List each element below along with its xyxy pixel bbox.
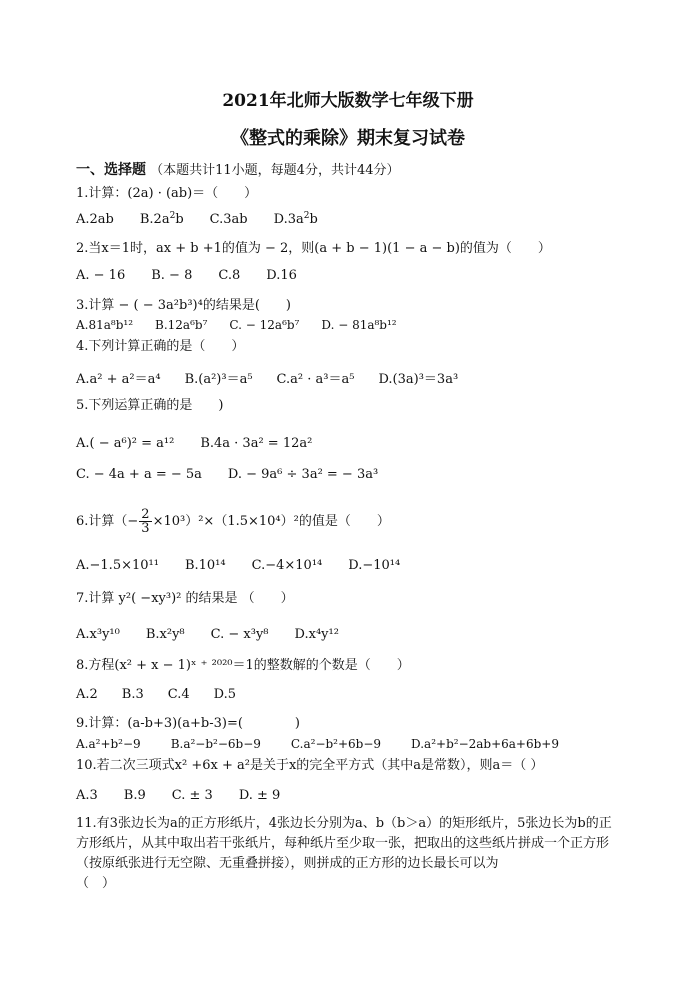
section-label: 一、选择题 — [76, 162, 146, 178]
question-1 — [76, 185, 257, 203]
q1-option-c: C.3ab — [209, 212, 248, 227]
q5-options-row-2 — [76, 467, 404, 482]
q1-option-b-text: B.2a — [139, 212, 170, 227]
q7-option-a: A.x³y¹⁰ — [76, 627, 120, 642]
q7-option-c: C. − x³y⁸ — [210, 627, 269, 642]
q1-number: 1. — [76, 186, 89, 201]
q1-option-b: $B.2a^2b$ — [139, 211, 184, 227]
q8-options — [76, 687, 262, 702]
question-5: 5.下列运算正确的是 ) — [76, 398, 224, 413]
q7-options — [76, 627, 365, 642]
question-10: 10.若二次三项式x² +6x + a²是关于x的完全平方式（其中a是常数），则a＝（ ） — [76, 758, 544, 773]
q6-suffix: ×10³）²×（1.5×10⁴）²的值是（ ） — [152, 514, 390, 529]
q6-option-b: B.10¹⁴ — [184, 558, 226, 573]
q11-tail: （ ） — [76, 876, 116, 891]
q5-option-b: B.4a · 3a² = 12a² — [200, 436, 313, 451]
q7-option-d: D.x⁴y¹² — [294, 627, 339, 642]
q10-option-c: C. ± 3 — [171, 788, 213, 803]
q9-options — [76, 737, 585, 751]
q5-option-a: A.( − a⁶)² = a¹² — [76, 436, 175, 451]
q6-options — [76, 558, 426, 573]
question-3: 3.计算 − ( − 3a²b³)⁴的结果是( ) — [76, 298, 291, 313]
q4-option-d: D.(3a)³＝3a³ — [378, 372, 459, 387]
q9-option-d: D.a²+b²−2ab+6a+6b+9 — [411, 737, 559, 751]
question-6 — [76, 508, 390, 536]
q6-prefix: 6.计算（− — [76, 514, 139, 529]
title-line-1: 2021年北师大版数学七年级下册 — [222, 91, 474, 111]
q4-options — [76, 368, 484, 387]
q4-option-a: A.a² + a²＝a⁴ — [76, 372, 161, 387]
q3-option-b: B.12a⁶b⁷ — [155, 318, 208, 332]
question-9: 9.计算：(a-b+3)(a+b-3)=( ) — [76, 716, 300, 731]
question-7: 7.计算 y²( −xy³)² 的结果是 （ ） — [76, 591, 294, 606]
q10-option-a: A.3 — [76, 788, 98, 803]
q6-fraction-numerator: 2 — [141, 507, 150, 522]
question-8: 8.方程(x² + x − 1)ˣ ⁺ ²⁰²⁰＝1的整数解的个数是（ ） — [76, 658, 410, 673]
q6-option-c: C.−4×10¹⁴ — [251, 558, 323, 573]
q2-option-a: A. − 16 — [76, 268, 126, 283]
q11-text: 11.有3张边长为a的正方形纸片，4张边长分别为a、b（b＞a）的矩形纸片，5张边长为b的正方形纸片，从其中取出若干张纸片，每种纸片至少取一张，把取出的这些纸片拼成一个正方形（按原纸张进行无空隙、无重叠拼接），则拼成的正方形的边长最长可以为 — [76, 816, 612, 871]
q8-option-b: B.3 — [121, 687, 144, 702]
q6-fraction — [139, 508, 151, 535]
question-4: 4.下列计算正确的是（ ） — [76, 339, 245, 354]
q1-option-d: $D.3a^2b$ — [273, 211, 318, 227]
q4-option-c: C.a² · a³＝a⁵ — [276, 372, 355, 387]
q2-option-b: B. − 8 — [151, 268, 193, 283]
q5-option-d: D. − 9a⁶ ÷ 3a² = − 3a³ — [227, 467, 379, 482]
q10-option-d: D. ± 9 — [238, 788, 281, 803]
q5-option-c: C. − 4a + a = − 5a — [76, 467, 202, 482]
q1-options — [76, 212, 344, 227]
q3-options — [76, 318, 423, 332]
q2-option-c: C.8 — [218, 268, 241, 283]
q8-option-d: D.5 — [213, 687, 237, 702]
q6-option-d: D.−10¹⁴ — [348, 558, 401, 573]
q8-option-c: C.4 — [167, 687, 190, 702]
question-11 — [76, 814, 621, 894]
section-note: （本题共计11小题，每题4分，共计44分） — [150, 163, 400, 178]
q5-options-row-1 — [76, 436, 338, 451]
q7-option-b: B.x²y⁸ — [145, 627, 185, 642]
q1-text: 计算：(2a) · (ab)＝（ ） — [88, 186, 258, 201]
q1-option-a: A.2ab — [76, 212, 114, 227]
q8-option-a: A.2 — [76, 687, 98, 702]
title-line-2: 《整式的乘除》期末复习试卷 — [231, 128, 465, 149]
section-heading — [76, 161, 400, 180]
q10-option-b: B.9 — [123, 788, 146, 803]
q6-option-a: A.−1.5×10¹¹ — [76, 558, 159, 573]
q10-options — [76, 788, 306, 803]
q2-options — [76, 268, 323, 283]
question-2: 2.当x＝1时，ax + b +1的值为 − 2，则(a + b − 1)(1 − a − b)的值为（ ） — [76, 241, 551, 256]
q3-option-a: A.81a⁸b¹² — [76, 318, 134, 332]
q4-option-b: B.(a²)³＝a⁵ — [184, 372, 253, 387]
q9-option-a: A.a²+b²−9 — [76, 737, 141, 751]
q3-option-d: D. − 81a⁸b¹² — [321, 318, 397, 332]
q9-option-c: C.a²−b²+6b−9 — [290, 737, 382, 751]
q6-fraction-denominator: 3 — [141, 521, 150, 536]
q1-option-d-text: D.3a — [273, 212, 304, 227]
q9-option-b: B.a²−b²−6b−9 — [170, 737, 261, 751]
q3-option-c: C. − 12a⁶b⁷ — [229, 318, 300, 332]
q2-option-d: D.16 — [266, 268, 297, 283]
